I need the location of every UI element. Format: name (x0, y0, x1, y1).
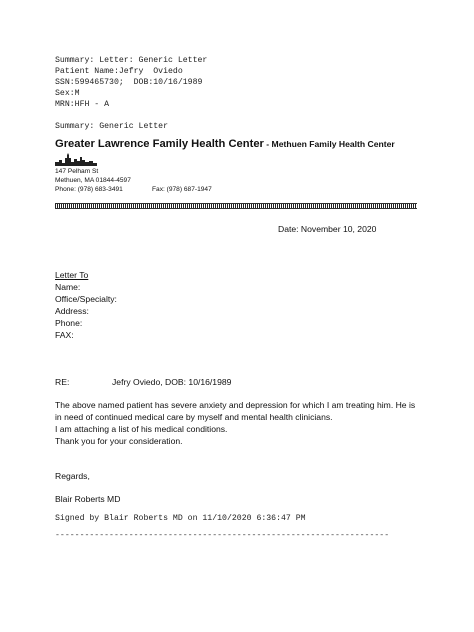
to-office-label: Office/Specialty: (55, 294, 117, 304)
org-name: Greater Lawrence Family Health Center (55, 138, 264, 150)
signed-by-line: Signed by Blair Roberts MD on 11/10/2020 6:36:47 PM (55, 514, 306, 523)
signer-name: Blair Roberts MD (55, 494, 121, 504)
summary-generic-line: Summary: Generic Letter (55, 122, 169, 131)
body-line-4: Thank you for your consideration. (55, 436, 183, 446)
dash-divider: -------------------------------------------------------------------- (55, 531, 390, 540)
to-name-label: Name: (55, 282, 81, 292)
letter-to-heading: Letter To (55, 270, 89, 280)
ssn-dob-line: SSN:599465730; DOB:10/16/1989 (55, 78, 203, 87)
fax-line: Fax: (978) 687-1947 (152, 186, 212, 193)
summary-line: Summary: Letter: Generic Letter (55, 56, 208, 65)
body-line-1: The above named patient has severe anxiety and depression for which I am treating him. He is (55, 400, 416, 410)
to-fax-label: FAX: (55, 330, 74, 340)
re-label: RE: (55, 377, 70, 387)
to-address-label: Address: (55, 306, 89, 316)
to-phone-label: Phone: (55, 318, 83, 328)
patient-name-line: Patient Name:Jefry Oviedo (55, 67, 183, 76)
org-subname: - Methuen Family Health Center (263, 139, 395, 149)
header-divider (55, 203, 417, 209)
letter-date: Date: November 10, 2020 (278, 224, 377, 234)
address-line-1: 147 Pelham St (55, 168, 99, 175)
closing: Regards, (55, 471, 90, 481)
org-header (55, 138, 395, 150)
mrn-line: MRN:HFH - A (55, 100, 110, 109)
address-line-2: Methuen, MA 01844-4597 (55, 177, 131, 184)
phone-line: Phone: (978) 683-3491 (55, 186, 123, 193)
city-skyline-logo (55, 152, 97, 166)
sex-line: Sex:M (55, 89, 80, 98)
body-line-3: I am attaching a list of his medical conditions. (55, 424, 228, 434)
re-value: Jefry Oviedo, DOB: 10/16/1989 (112, 377, 232, 387)
body-line-2: in need of continued medical care by myself and mental health clinicians. (55, 412, 333, 422)
